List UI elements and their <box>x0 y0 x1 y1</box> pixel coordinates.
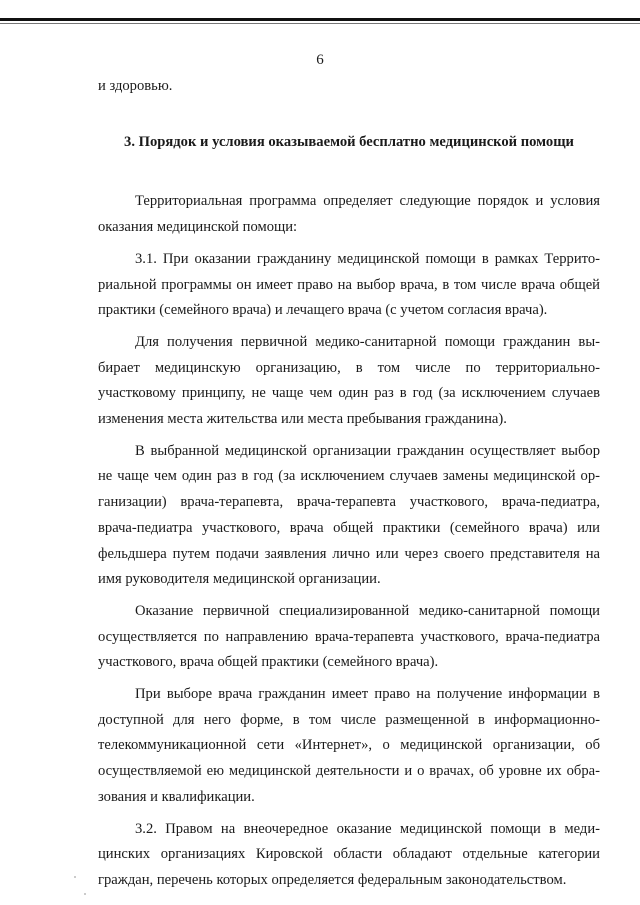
paragraph-line: имя руководителя медицинской организации. <box>98 571 381 588</box>
paragraph <box>98 247 600 324</box>
paragraph <box>98 330 600 433</box>
carry-over-text: и здоровью. <box>98 78 173 94</box>
paragraph-line: Для получения первичной медико-санитарной помощи гражданин вы- <box>135 333 600 350</box>
paragraph <box>98 599 600 676</box>
paragraph-line: Территориальная программа определяет следующие порядок и условия <box>135 193 600 210</box>
paragraph-line: участкового, врача общей практики (семейного врача). <box>98 654 439 671</box>
paragraph-line: цинских организациях Кировской области обладают отдельные категории <box>98 846 600 863</box>
paragraph <box>98 682 600 811</box>
paragraph-line: При выборе врача гражданин имеет право на получение информации в <box>135 686 600 703</box>
document-body <box>98 74 600 900</box>
paragraph <box>98 439 600 593</box>
paragraph-line: оказания медицинской помощи: <box>98 219 298 236</box>
scan-speck <box>84 893 86 895</box>
paragraph-line: граждан, перечень которых определяется федеральным законодательством. <box>98 871 567 888</box>
paragraph-line: врача-педиатра участкового, врача общей практики (семейного врача) или <box>98 519 600 536</box>
paragraph-line: бирает медицинскую организацию, в том числе по территориально- <box>98 359 600 376</box>
paragraph-line: ганизации) врача-терапевта, врача-терапевта участкового, врача-педиатра, <box>98 494 600 511</box>
paragraph-line: телекоммуникационной сети «Интернет», о медицинской организации, об <box>98 737 600 754</box>
paragraph <box>98 817 600 894</box>
paragraph-line: участковому принципу, не чаще чем один раз в год (за исключением случаев <box>98 385 600 402</box>
paragraph-line: Оказание первичной специализированной медико-санитарной помощи <box>135 602 600 619</box>
paragraph-line: 3.2. Правом на внеочередное оказание медицинской помощи в меди- <box>135 820 600 837</box>
paragraph-line: изменения места жительства или места пребывания гражданина). <box>98 411 507 428</box>
top-scan-rule <box>0 18 640 21</box>
paragraph-line: осуществляется по направлению врача-терапевта участкового, врача-педиатра <box>98 628 600 645</box>
page-number: 6 <box>316 52 324 68</box>
paragraph-line: фельдшера путем подачи заявления лично или через своего представителя на <box>98 545 600 562</box>
paragraph-line: зования и квалификации. <box>98 788 255 805</box>
section-heading: 3. Порядок и условия оказываемой бесплатно медицинской помощи <box>124 133 574 150</box>
paragraph <box>98 189 600 240</box>
paragraph-line: 3.1. При оказании гражданину медицинской помощи в рамках Террито- <box>135 250 600 267</box>
paragraph-line: риальной программы он имеет право на выбор врача, в том числе врача общей <box>98 276 600 293</box>
paragraph-line: практики (семейного врача) и лечащего врача (с учетом согласия врача). <box>98 302 548 319</box>
paragraph-line: доступной для него форме, в том числе размещенной в информационно- <box>98 711 600 728</box>
paragraph-line: не чаще чем один раз в год (за исключением случаев замены медицинской ор- <box>98 468 600 485</box>
scan-speck <box>74 876 76 878</box>
top-scan-rule-thin <box>0 23 640 24</box>
paragraph-line: В выбранной медицинской организации гражданин осуществляет выбор <box>135 442 600 459</box>
paragraph-line: осуществляемой ею медицинской деятельности и о врачах, об уровне их обра- <box>98 763 600 780</box>
